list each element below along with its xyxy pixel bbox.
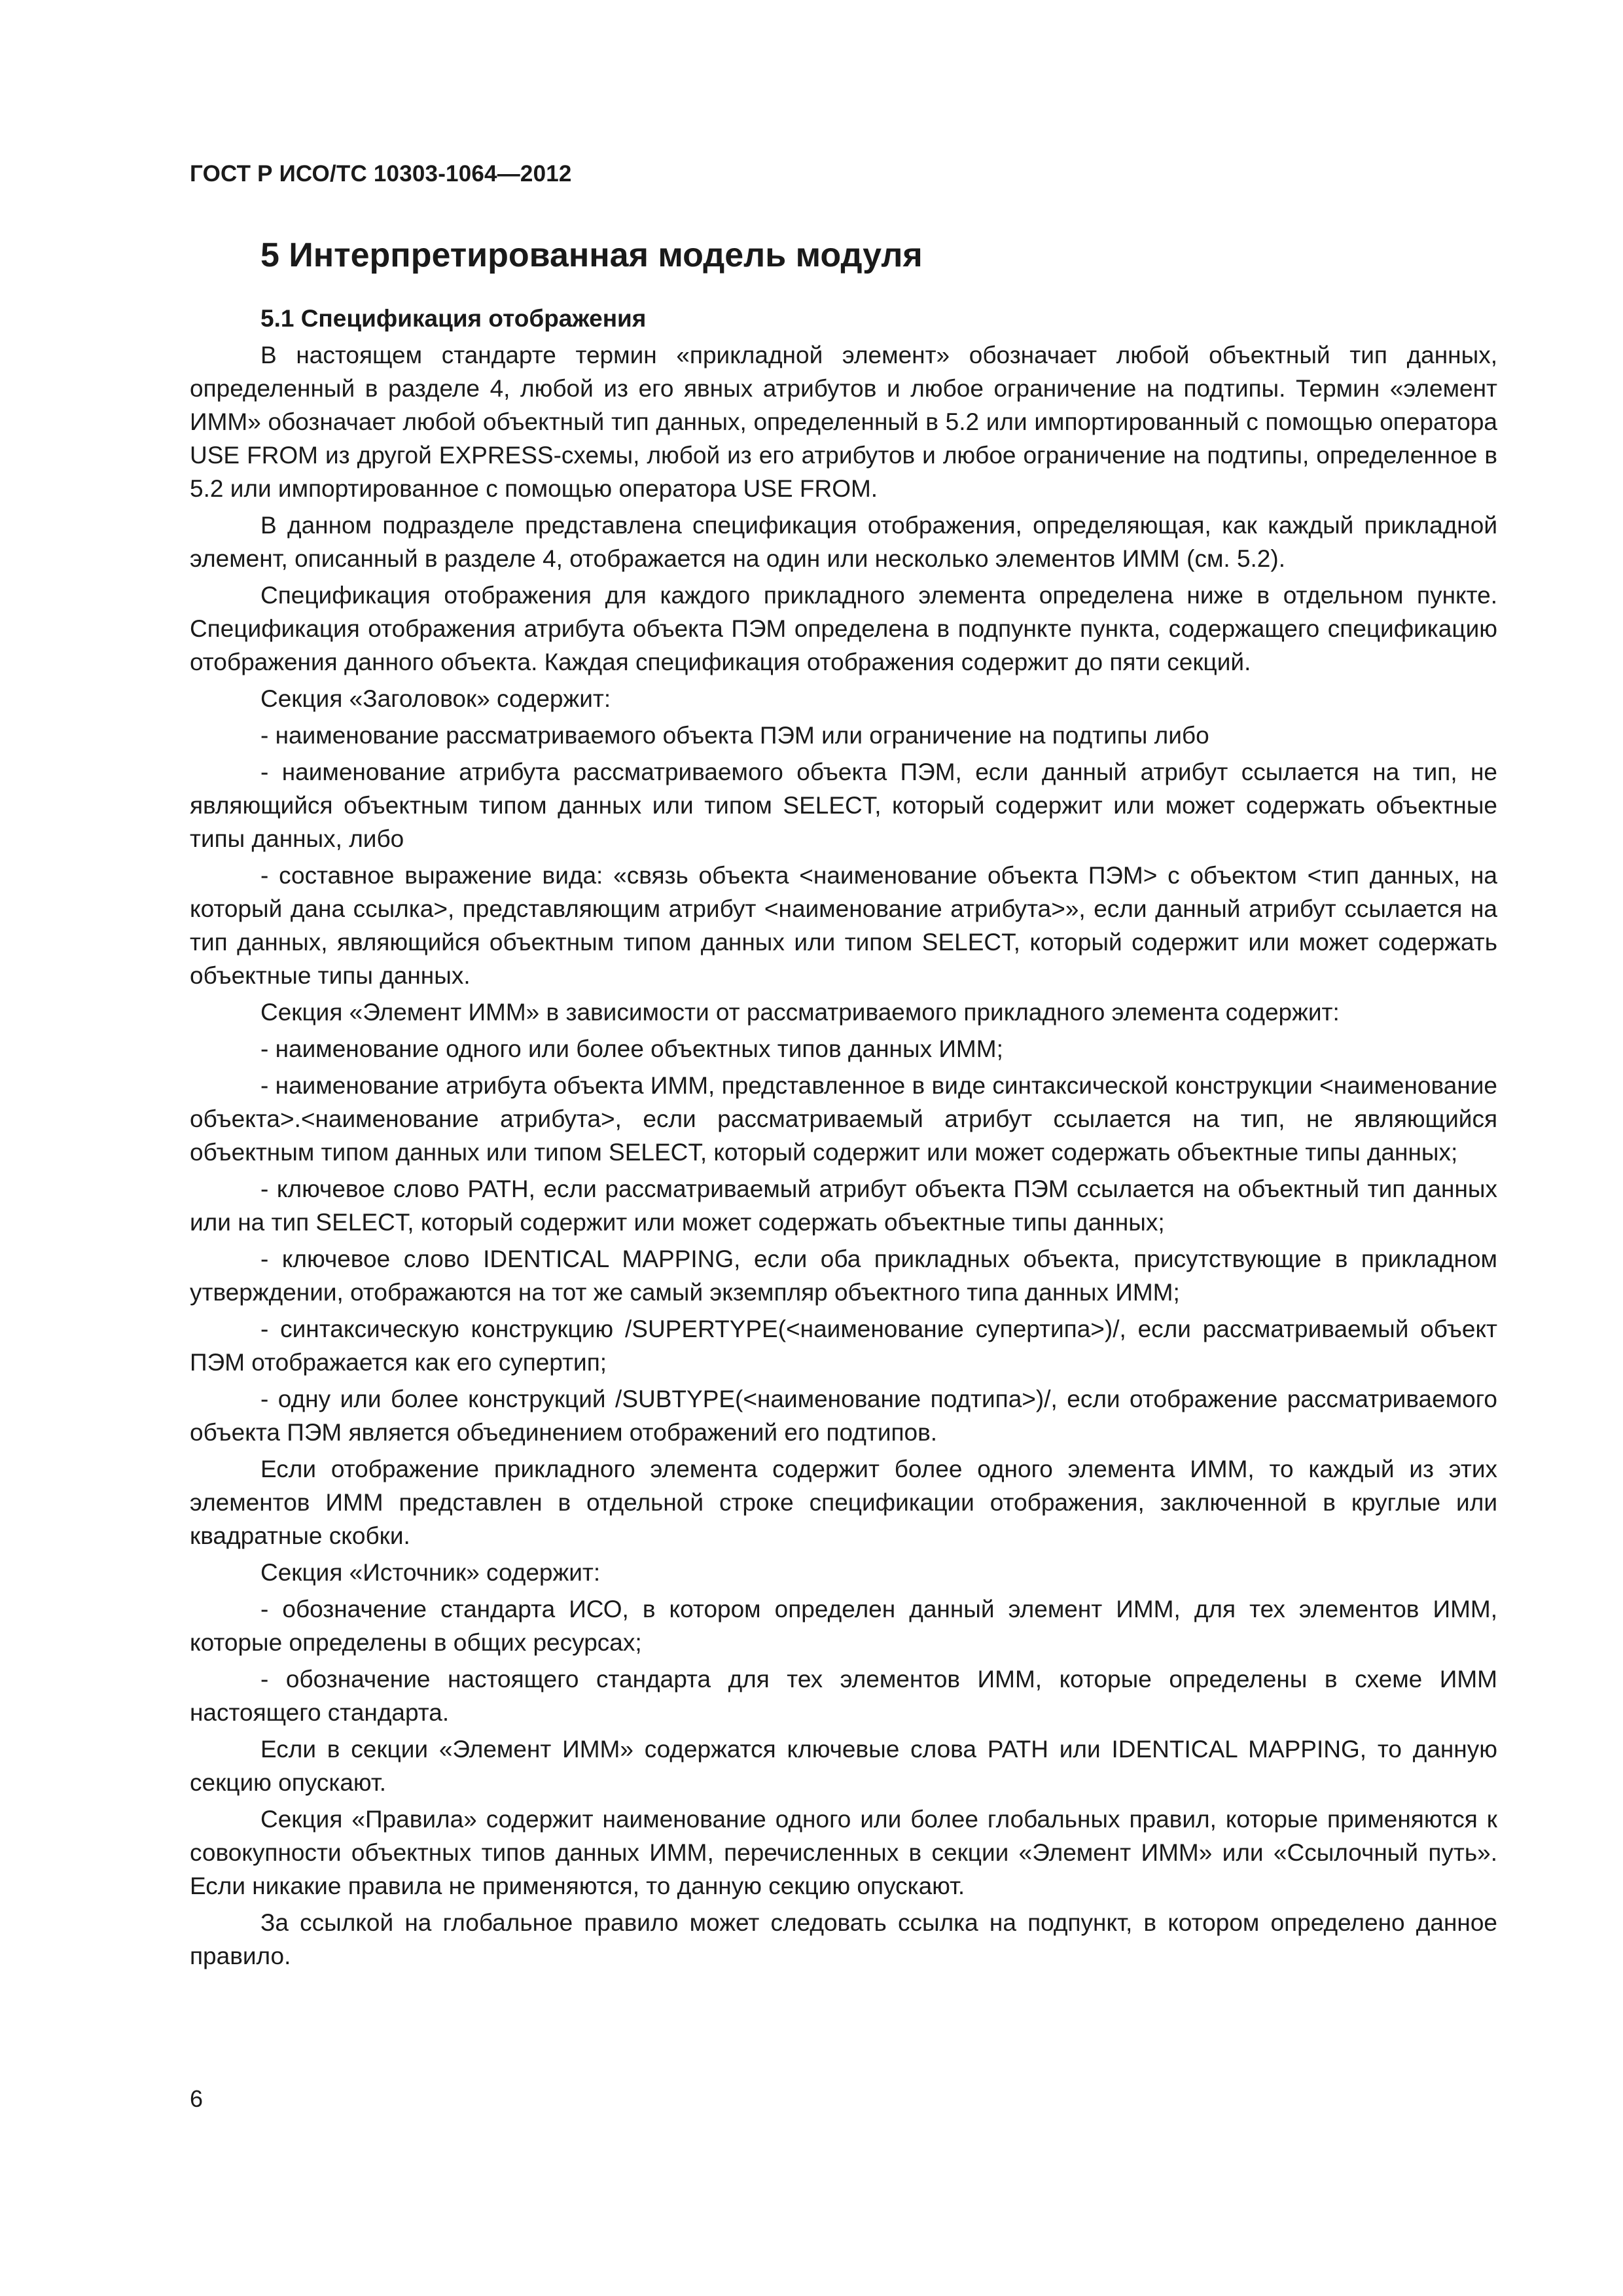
- paragraph-mapping-spec: Спецификация отображения для каждого прикладного элемента определена ниже в отдельном пункте. Спецификация отображения атрибута объекта ПЭМ определена в подпункте пункта, содержащего спецификацию отображения данного объекта. Каждая спецификация отображения содержит до пяти секций.: [190, 582, 1497, 676]
- list-item: - наименование рассматриваемого объекта ПЭМ или ограничение на подтипы либо: [260, 722, 1209, 749]
- paragraph-multiple-elements: Если отображение прикладного элемента содержит более одного элемента ИММ, то каждый из этих элементов ИММ представлен в отдельной строке спецификации отображения, заключенной в круглые или квадратные скобки.: [190, 1456, 1497, 1550]
- paragraph-source-omission: Если в секции «Элемент ИММ» содержатся ключевые слова PATH или IDENTICAL MAPPING, то данную секцию опускают.: [190, 1736, 1497, 1797]
- section-title: 5 Интерпретированная модель модуля: [260, 236, 923, 274]
- document-header: ГОСТ Р ИСО/ТС 10303-1064—2012: [190, 161, 572, 187]
- list-item: - обозначение настоящего стандарта для тех элементов ИММ, которые определены в схеме ИММ настоящего стандарта.: [190, 1666, 1497, 1727]
- list-item: - синтаксическую конструкцию /SUPERTYPE(<наименование супертипа>)/, если рассматриваемый объект ПЭМ отображается как его супертип;: [190, 1316, 1497, 1376]
- list-item: - ключевое слово PATH, если рассматриваемый атрибут объекта ПЭМ ссылается на объектный тип данных или на тип SELECT, который содержит или может содержать объектные типы данных;: [190, 1175, 1497, 1236]
- paragraph-source-section-intro: Секция «Источник» содержит:: [260, 1559, 601, 1587]
- list-item: - наименование одного или более объектных типов данных ИММ;: [260, 1035, 1003, 1063]
- list-item: - обозначение стандарта ИСО, в котором определен данный элемент ИММ, для тех элементов ИММ, которые определены в общих ресурсах;: [190, 1596, 1497, 1657]
- list-item: - ключевое слово IDENTICAL MAPPING, если оба прикладных объекта, присутствующие в прикладном утверждении, отображаются на тот же самый экземпляр объектного типа данных ИММ;: [190, 1246, 1497, 1306]
- paragraph-aim-element-section-intro: Секция «Элемент ИММ» в зависимости от рассматриваемого прикладного элемента содержит:: [260, 999, 1340, 1026]
- subsection-title: 5.1 Спецификация отображения: [260, 305, 647, 332]
- paragraph-rule-reference: За ссылкой на глобальное правило может следовать ссылка на подпункт, в котором определено данное правило.: [190, 1909, 1497, 1970]
- page-number: 6: [190, 2085, 204, 2112]
- list-item: - наименование атрибута рассматриваемого объекта ПЭМ, если данный атрибут ссылается на тип, не являющийся объектным типом данных или типом SELECT, который содержит или может содержать объектные типы данных, либо: [190, 759, 1497, 853]
- list-item: - составное выражение вида: «связь объекта <наименование объекта ПЭМ> с объектом <тип данных, на который дана ссылка>, представляющим атрибут <наименование атрибута>», если данный атрибут ссылается на тип данных, являющийся объектным типом данных или типом SELECT, который содержит или может содержать объектные типы данных.: [190, 862, 1497, 990]
- paragraph-rules-section: Секция «Правила» содержит наименование одного или более глобальных правил, которые применяются к совокупности объектных типов данных ИММ, перечисленных в секции «Элемент ИММ» или «Ссылочный путь». Если никакие правила не применяются, то данную секцию опускают.: [190, 1806, 1497, 1900]
- paragraph-subsection-purpose: В данном подразделе представлена спецификация отображения, определяющая, как каждый прикладной элемент, описанный в разделе 4, отображается на один или несколько элементов ИММ (см. 5.2).: [190, 512, 1497, 573]
- page-content: [190, 237, 1497, 1976]
- list-item: - наименование атрибута объекта ИММ, представленное в виде синтаксической конструкции <наименование объекта>.<наименование атрибута>, если рассматриваемый атрибут ссылается на тип, не являющийся объектным типом данных или типом SELECT, который содержит или может содержать объектные типы данных;: [190, 1072, 1497, 1166]
- paragraph-definitions: В настоящем стандарте термин «прикладной элемент» обозначает любой объектный тип данных, определенный в разделе 4, любой из его явных атрибутов и любое ограничение на подтипы. Термин «элемент ИММ» обозначает любой объектный тип данных, определенный в 5.2 или импортированный с помощью оператора USE FROM из другой EXPRESS-схемы, любой из его атрибутов и любое ограничение на подтипы, определенное в 5.2 или импортированное с помощью оператора USE FROM.: [190, 342, 1497, 503]
- list-item: - одну или более конструкций /SUBTYPE(<наименование подтипа>)/, если отображение рассматриваемого объекта ПЭМ является объединением отображений его подтипов.: [190, 1386, 1497, 1446]
- paragraph-header-section-intro: Секция «Заголовок» содержит:: [260, 685, 611, 713]
